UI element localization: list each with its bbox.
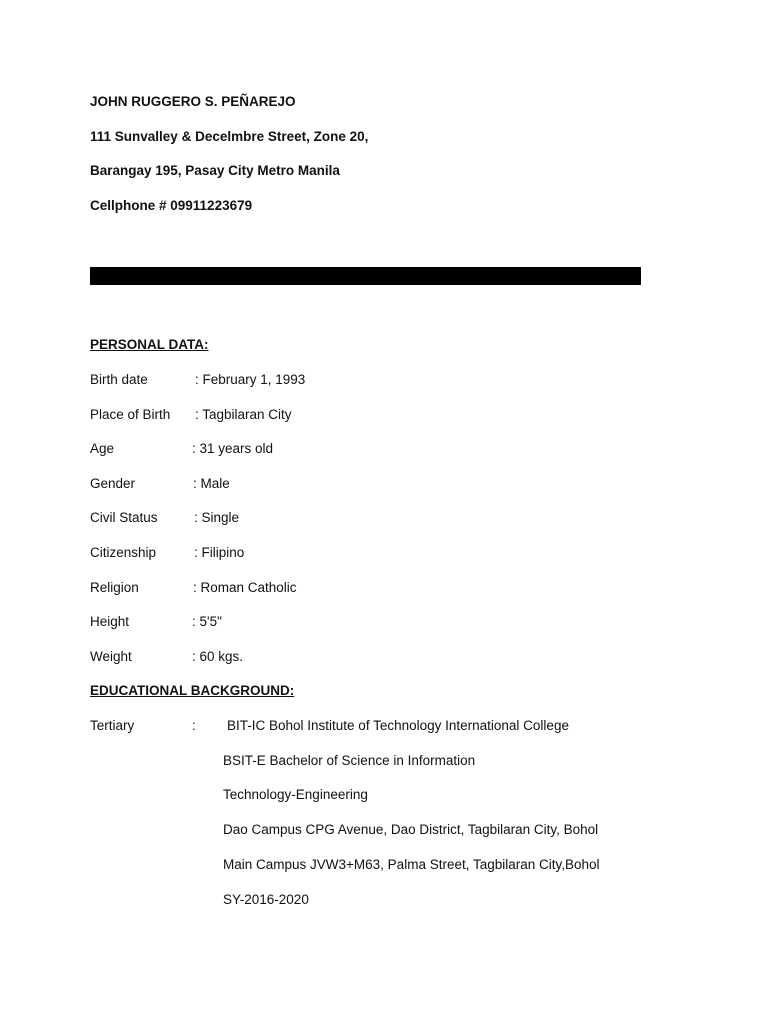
personal-value-birth-date: : February 1, 1993: [195, 372, 306, 387]
personal-label-age: Age: [90, 441, 115, 456]
personal-value-religion: : Roman Catholic: [193, 580, 297, 595]
personal-value-citizenship: : Filipino: [194, 545, 245, 560]
address-line-2: Barangay 195, Pasay City Metro Manila: [90, 163, 340, 178]
cellphone-number: Cellphone # 09911223679: [90, 198, 253, 213]
personal-label-place-of-birth: Place of Birth: [90, 407, 171, 422]
personal-label-birth-date: Birth date: [90, 372, 148, 387]
education-level-label: Tertiary: [90, 718, 135, 733]
education-dao-campus: Dao Campus CPG Avenue, Dao District, Tagbilaran City, Bohol: [223, 822, 599, 837]
personal-label-civil-status: Civil Status: [90, 510, 158, 525]
header-divider-bar: [90, 267, 641, 285]
educational-background-heading: EDUCATIONAL BACKGROUND:: [90, 683, 295, 698]
education-course: BSIT-E Bachelor of Science in Information: [223, 753, 476, 768]
personal-value-place-of-birth: : Tagbilaran City: [195, 407, 292, 422]
education-colon: :: [192, 718, 196, 733]
education-school-name: BIT-IC Bohol Institute of Technology International College: [227, 718, 569, 733]
personal-label-gender: Gender: [90, 476, 136, 491]
personal-label-citizenship: Citizenship: [90, 545, 157, 560]
applicant-name: JOHN RUGGERO S. PEÑAREJO: [90, 94, 296, 109]
personal-label-height: Height: [90, 614, 130, 629]
personal-value-gender: : Male: [193, 476, 230, 491]
personal-value-age: : 31 years old: [192, 441, 274, 456]
personal-value-weight: : 60 kgs.: [192, 649, 244, 664]
education-school-year: SY-2016-2020: [223, 892, 309, 907]
personal-value-civil-status: : Single: [194, 510, 240, 525]
personal-label-weight: Weight: [90, 649, 132, 664]
personal-value-height: : 5'5": [192, 614, 222, 629]
education-main-campus: Main Campus JVW3+M63, Palma Street, Tagbilaran City,Bohol: [223, 857, 600, 872]
personal-label-religion: Religion: [90, 580, 139, 595]
personal-data-heading: PERSONAL DATA:: [90, 337, 209, 352]
address-line-1: 111 Sunvalley & Decelmbre Street, Zone 20,: [90, 129, 369, 144]
education-course-continued: Technology-Engineering: [223, 787, 368, 802]
